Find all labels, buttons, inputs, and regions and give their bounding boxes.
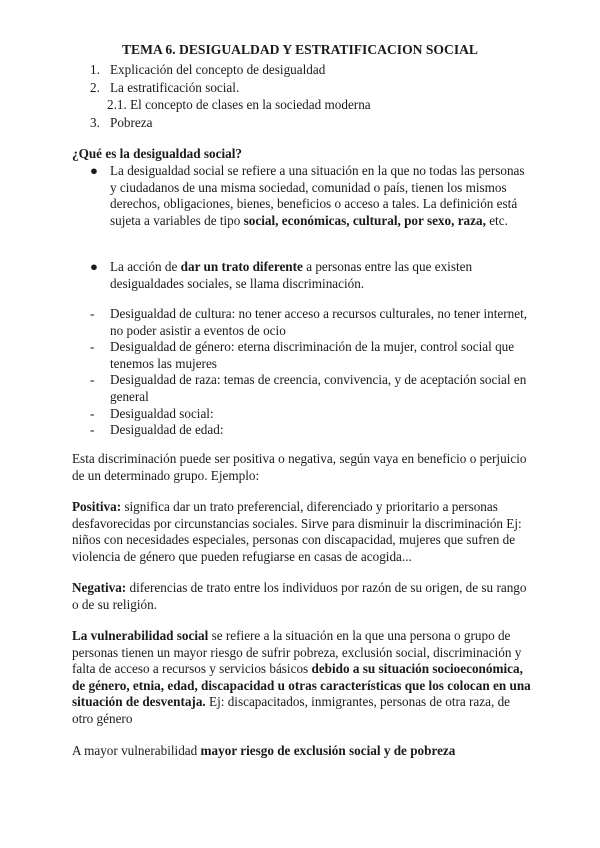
dash-marker: - (90, 372, 95, 388)
bullet-item (90, 163, 530, 229)
table-of-contents (90, 62, 371, 132)
toc-item (90, 62, 371, 80)
dash-item-text: Desigualdad de cultura: no tener acceso a recursos culturales, no tener internet, no poder asistir a eventos de ocio (110, 306, 528, 338)
bullet-item (90, 259, 530, 292)
dash-item (90, 372, 530, 405)
negative-label: Negativa: (72, 580, 127, 595)
dash-item-text: Desigualdad social: (110, 405, 214, 421)
dash-item-text: Desigualdad de raza: temas de creencia, convivencia, y de aceptación social en general (110, 372, 527, 404)
document-title: TEMA 6. DESIGUALDAD Y ESTRATIFICACION SOCIAL (121, 42, 478, 57)
dash-marker: - (90, 339, 95, 355)
paragraph-discrimination: Esta discriminación puede ser positiva o negativa, según vaya en beneficio o perjuicio de un determinado grupo. Ejemplo: (72, 451, 527, 483)
toc-item-text: Explicación del concepto de desigualdad (110, 62, 326, 77)
dash-marker: - (90, 422, 95, 438)
toc-subitem-text: 2.1. El concepto de clases en la sociedad moderna (107, 97, 371, 112)
toc-item-number: 2. (90, 79, 100, 95)
toc-item-number: 1. (90, 62, 100, 77)
paragraph-vulnerability: La vulnerabilidad social se refiere a la situación en la que una persona o grupo de personas tienen un mayor riesgo de sufrir pobreza, exclusión social, discriminación y falta de acceso a recursos y servicios básicos debido a su situación socioeconómica, de género, etnia, edad, discapacidad u otras características que los colocan en una situación de desventaja. Ej: discapacitados, inmigrantes, personas de otra raza, de otro género (72, 628, 531, 726)
paragraph-positive: Positiva: significa dar un trato preferencial, diferenciado y prioritario a personas desfavorecidas por circunstancias sociales. Sirve para disminuir la discriminación Ej: niños con necesidades especiales, personas con discapacidad, mujeres que sufren de violencia de género que pueden refugiarse en casas de acogida... (72, 499, 522, 564)
paragraph-conclusion: A mayor vulnerabilidad mayor riesgo de exclusión social y de pobreza (72, 743, 456, 758)
dash-item (90, 406, 530, 423)
positive-label: Positiva: (72, 499, 122, 514)
toc-item-text: Pobreza (110, 114, 153, 130)
section-question: ¿Qué es la desigualdad social? (72, 146, 242, 161)
dash-item (90, 339, 530, 372)
dash-item-text: Desigualdad de género: eterna discriminación de la mujer, control social que tenemos las mujeres (110, 339, 515, 371)
toc-subitem (90, 97, 371, 115)
toc-item-text: La estratificación social. (110, 79, 240, 95)
dash-item (90, 422, 530, 439)
paragraph-negative: Negativa: diferencias de trato entre los individuos por razón de su origen, de su rango o de su religión. (72, 580, 527, 612)
dash-item-text: Desigualdad de edad: (110, 422, 224, 438)
bullet-text: La desigualdad social se refiere a una situación en la que no todas las personas y ciudadanos de una misma sociedad, comunidad o país, tienen los mismos derechos, obligaciones, bienes, beneficios o acceso a tales. La definición está sujeta a variables de tipo social, económicas, cultural, por sexo, raza, etc. (110, 163, 525, 228)
dash-item (90, 306, 530, 339)
toc-item (90, 115, 371, 133)
dash-list (90, 306, 530, 439)
bullet-icon: ● (90, 259, 98, 274)
toc-item (90, 80, 371, 98)
bullet-text: La acción de dar un trato diferente a personas entre las que existen desigualdades sociales, se llama discriminación. (110, 259, 473, 291)
dash-marker: - (90, 405, 95, 421)
bullet-icon: ● (90, 163, 98, 178)
dash-marker: - (90, 306, 95, 321)
toc-item-number: 3. (90, 114, 100, 130)
